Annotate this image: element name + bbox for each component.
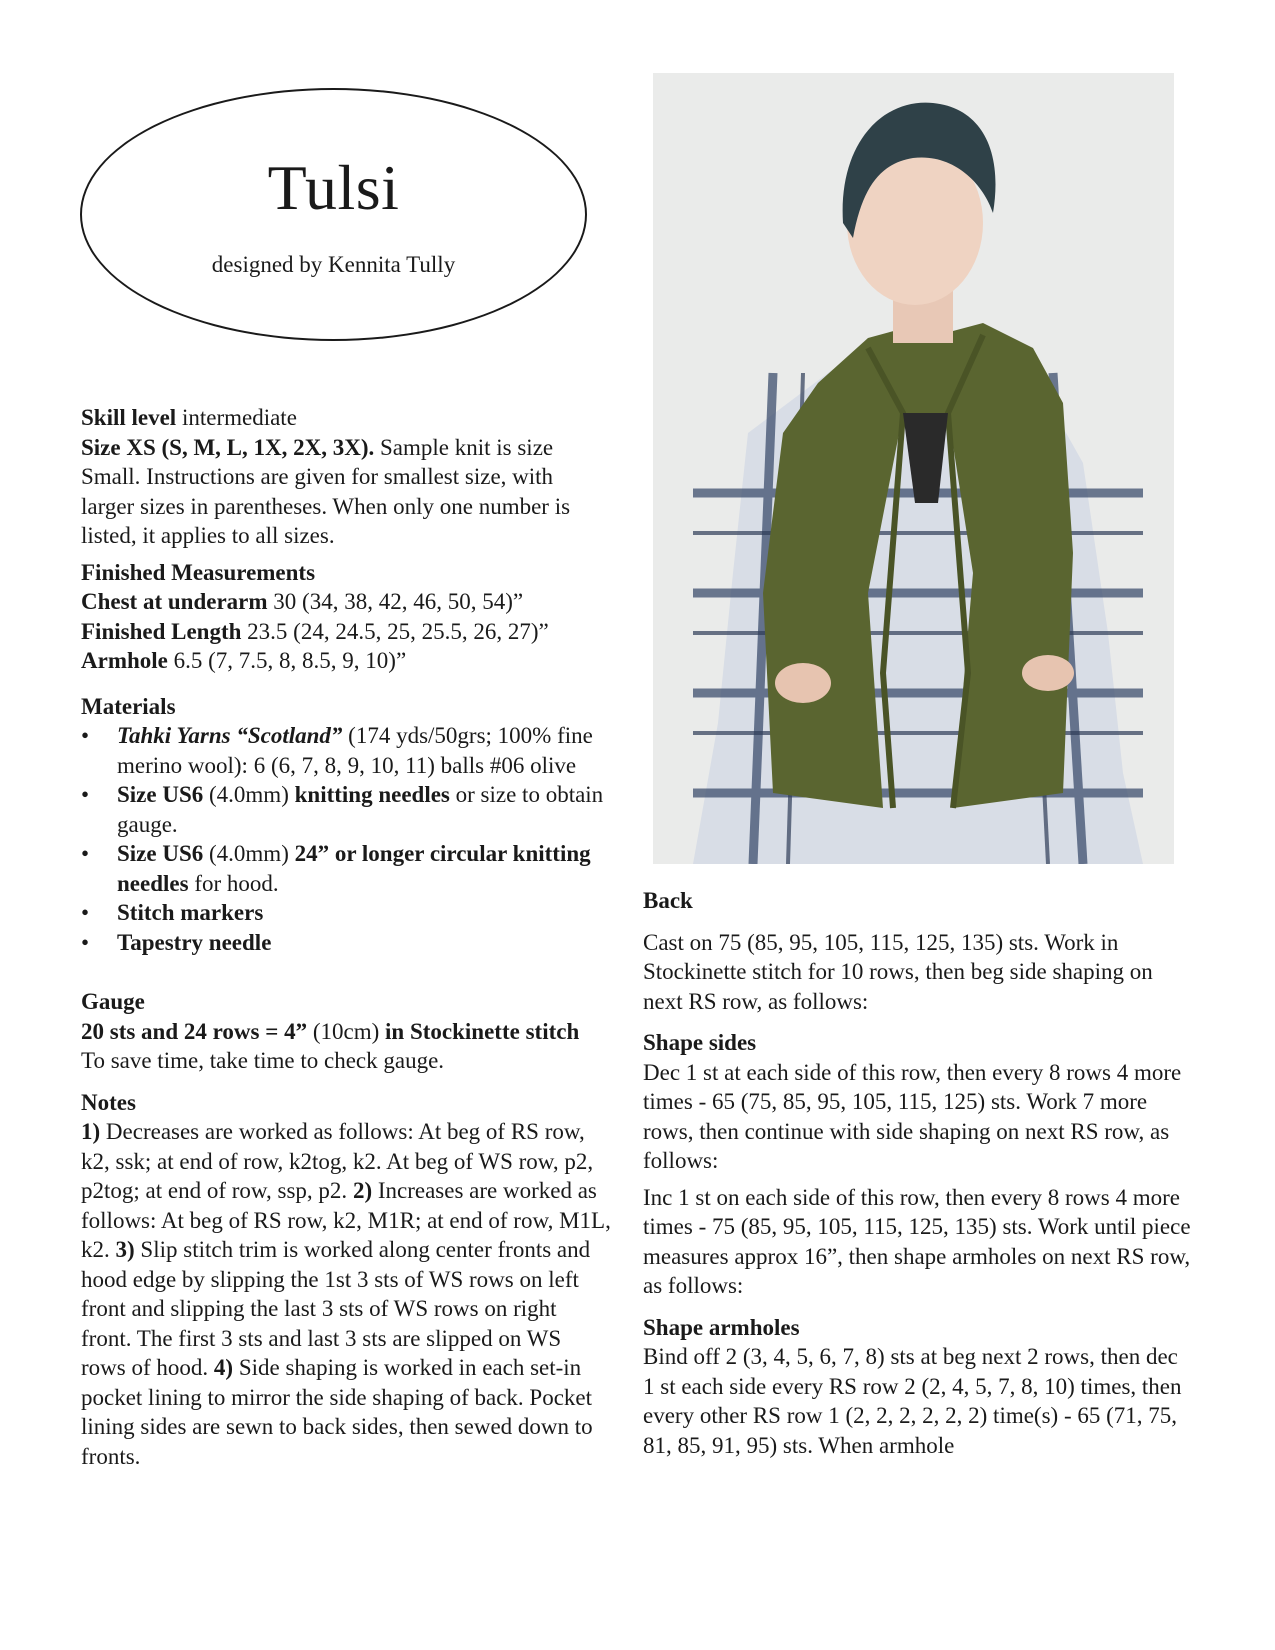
length-measurement [81, 617, 611, 647]
materials-heading: Materials [81, 693, 176, 719]
shape-sides-paragraph: Dec 1 st at each side of this row, then every 8 rows 4 more times - 65 (75, 85, 95, 105, 115, 125) sts. Work 7 more rows, then continue with side shaping on next RS row, as follows: [643, 1059, 1182, 1173]
increase-paragraph: Inc 1 st on each side of this row, then every 8 rows 4 more times - 75 (85, 95, 105, 115, 125, 135) sts. Work until piece measures approx 16”, then shape armholes on next RS row, as follows: [643, 1184, 1191, 1298]
left-column [81, 403, 611, 1471]
right-column [643, 886, 1193, 1460]
notes-text: 1) Decreases are worked as follows: At beg of RS row, k2, ssk; at end of row, k2tog, k2. At beg of WS row, p2, p2tog; at end of row, ssp, p2. 2) Increases are worked as follows: At beg of RS row, k2, M1R; at end of row, M1L, k2. 3) Slip stitch trim is worked along center fronts and hood edge by slipping the 1st 3 sts of WS rows on left front and slipping the last 3 sts of WS rows on right front. The first 3 sts and last 3 sts are slipped on WS rows of hood. 4) Side shaping is worked in each set-in pocket lining to mirror the side shaping of back. Pocket lining sides are sewn to back sides, then sewed down to fronts. [81, 1119, 611, 1469]
armhole-measurement [81, 646, 611, 676]
notes-heading: Notes [81, 1089, 136, 1115]
length-label: Finished Length [81, 618, 242, 644]
gauge-note: To save time, take time to check gauge. [81, 1048, 445, 1073]
size-info [81, 433, 611, 551]
skill-label: Skill level [81, 405, 177, 430]
list-item: • Stitch markers [81, 898, 611, 928]
chest-measurement [81, 587, 611, 617]
list-item: • Size US6 (4.0mm) knitting needles or size to obtain gauge. [81, 780, 611, 839]
armhole-label: Armhole [81, 648, 168, 673]
shape-sides-heading: Shape sides [643, 1030, 757, 1055]
length-value: 23.5 (24, 24.5, 25, 25.5, 26, 27)” [247, 618, 549, 644]
skill-level [81, 403, 611, 433]
chest-value: 30 (34, 38, 42, 46, 50, 54)” [273, 589, 524, 614]
materials-list [81, 721, 611, 957]
list-item: • Size US6 (4.0mm) 24” or longer circular knitting needles for hood. [81, 839, 611, 898]
back-heading: Back [643, 888, 693, 913]
model-photo [653, 73, 1174, 864]
chest-label: Chest at underarm [81, 589, 268, 614]
gauge-heading: Gauge [81, 989, 145, 1014]
list-item: • Tahki Yarns “Scotland” (174 yds/50grs; 100% fine merino wool): 6 (6, 7, 8, 9, 10, 11) balls #06 olive [81, 721, 611, 780]
gauge-line: 20 sts and 24 rows = 4” (10cm) in Stockinette stitch [81, 1018, 580, 1044]
pattern-title: Tulsi [267, 152, 400, 223]
armhole-value: 6.5 (7, 7.5, 8, 8.5, 9, 10)” [173, 648, 407, 673]
shape-armholes-paragraph: Bind off 2 (3, 4, 5, 6, 7, 8) sts at beg next 2 rows, then dec 1 st each side every RS row 2 (2, 4, 5, 7, 8, 10) times, then every other RS row 1 (2, 2, 2, 2, 2, 2) time(s) - 65 (71, 75, 81, 85, 91, 95) sts. When armhole [643, 1344, 1182, 1458]
skill-value: intermediate [181, 405, 297, 430]
size-text: Sample knit is size Small. Instructions are given for smallest size, with larger sizes in parentheses. When only one number is listed, it applies to all sizes. [81, 434, 571, 548]
back-paragraph: Cast on 75 (85, 95, 105, 115, 125, 135) sts. Work in Stockinette stitch for 10 rows, then beg side shaping on next RS row, as follows: [643, 929, 1153, 1014]
shape-armholes-heading: Shape armholes [643, 1314, 800, 1340]
designer-credit: designed by Kennita Tully [211, 252, 456, 277]
size-label: Size XS (S, M, L, 1X, 2X, 3X). [81, 434, 375, 460]
measurements-heading: Finished Measurements [81, 559, 316, 585]
list-item: • Tapestry needle [81, 928, 611, 958]
